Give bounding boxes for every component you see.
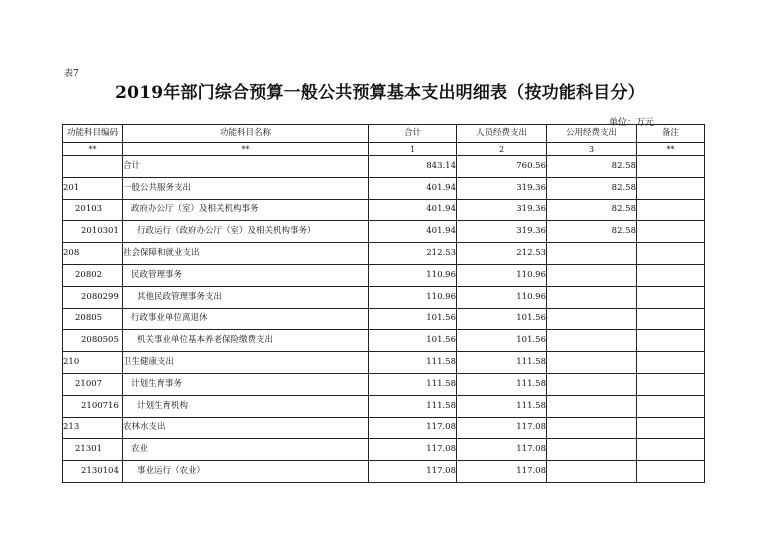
header-public: 公用经费支出 (547, 125, 637, 143)
table-row (63, 177, 705, 199)
cell-total: 843.14 (369, 156, 457, 178)
table-body (63, 143, 705, 483)
table-row (63, 461, 705, 483)
cell-personnel: 319.36 (457, 199, 547, 221)
cell-name: 社会保障和就业支出 (123, 243, 369, 265)
cell-personnel: 212.53 (457, 243, 547, 265)
cell-personnel: 117.08 (457, 439, 547, 461)
table-row (63, 330, 705, 352)
table-row (63, 439, 705, 461)
cell-note (637, 264, 705, 286)
mark-name: ** (123, 143, 369, 156)
page-title: 2019年部门综合预算一般公共预算基本支出明细表（按功能科目分） (115, 83, 645, 103)
cell-public: 82.58 (547, 177, 637, 199)
cell-total: 110.96 (369, 286, 457, 308)
header-code: 功能科目编码 (63, 125, 123, 143)
cell-public (547, 352, 637, 374)
cell-note (637, 156, 705, 178)
cell-public (547, 373, 637, 395)
table-row (63, 417, 705, 439)
cell-code: 20103 (63, 199, 123, 221)
mark-code: ** (63, 143, 123, 156)
cell-note (637, 461, 705, 483)
cell-name: 机关事业单位基本养老保险缴费支出 (123, 330, 369, 352)
table-number: 表7 (64, 69, 79, 79)
table-row (63, 352, 705, 374)
cell-code: 20805 (63, 308, 123, 330)
cell-name: 计划生育机构 (123, 395, 369, 417)
cell-public (547, 417, 637, 439)
cell-name: 事业运行（农业） (123, 461, 369, 483)
cell-note (637, 286, 705, 308)
header-note: 备注 (637, 125, 705, 143)
header-total: 合计 (369, 125, 457, 143)
cell-code (63, 156, 123, 178)
unit-label: 单位：万元 (608, 118, 654, 128)
cell-code: 20802 (63, 264, 123, 286)
cell-code: 2080505 (63, 330, 123, 352)
table-row (63, 264, 705, 286)
cell-total: 401.94 (369, 177, 457, 199)
mark-note: ** (637, 143, 705, 156)
mark-public: 3 (547, 143, 637, 156)
cell-name: 行政运行（政府办公厅（室）及相关机构事务） (123, 221, 369, 243)
cell-code: 2080299 (63, 286, 123, 308)
cell-personnel: 111.58 (457, 352, 547, 374)
expenditure-table (62, 124, 705, 483)
cell-personnel: 117.08 (457, 417, 547, 439)
cell-total: 212.53 (369, 243, 457, 265)
cell-total: 101.56 (369, 308, 457, 330)
cell-personnel: 111.58 (457, 373, 547, 395)
cell-code: 21301 (63, 439, 123, 461)
cell-note (637, 439, 705, 461)
cell-total: 110.96 (369, 264, 457, 286)
table-row (63, 308, 705, 330)
cell-name: 政府办公厅（室）及相关机构事务 (123, 199, 369, 221)
cell-public (547, 439, 637, 461)
cell-public: 82.58 (547, 156, 637, 178)
cell-public (547, 461, 637, 483)
header-name: 功能科目名称 (123, 125, 369, 143)
header-row (63, 125, 705, 143)
cell-name: 农业 (123, 439, 369, 461)
cell-total: 111.58 (369, 352, 457, 374)
cell-name: 其他民政管理事务支出 (123, 286, 369, 308)
cell-note (637, 417, 705, 439)
cell-name: 卫生健康支出 (123, 352, 369, 374)
cell-name: 民政管理事务 (123, 264, 369, 286)
cell-personnel: 101.56 (457, 330, 547, 352)
cell-name: 农林水支出 (123, 417, 369, 439)
cell-personnel: 319.36 (457, 221, 547, 243)
cell-public (547, 330, 637, 352)
cell-public: 82.58 (547, 199, 637, 221)
cell-note (637, 221, 705, 243)
table-row (63, 395, 705, 417)
cell-total: 101.56 (369, 330, 457, 352)
table-header (63, 125, 705, 143)
cell-note (637, 308, 705, 330)
cell-name: 行政事业单位离退休 (123, 308, 369, 330)
cell-note (637, 330, 705, 352)
cell-name: 计划生育事务 (123, 373, 369, 395)
cell-personnel: 101.56 (457, 308, 547, 330)
cell-personnel: 117.08 (457, 461, 547, 483)
cell-public (547, 264, 637, 286)
cell-public: 82.58 (547, 221, 637, 243)
table-row (63, 156, 705, 178)
cell-code: 2100716 (63, 395, 123, 417)
cell-total: 401.94 (369, 199, 457, 221)
cell-public (547, 395, 637, 417)
cell-personnel: 111.58 (457, 395, 547, 417)
cell-total: 117.08 (369, 461, 457, 483)
cell-total: 111.58 (369, 395, 457, 417)
cell-note (637, 373, 705, 395)
column-index-row (63, 143, 705, 156)
cell-total: 111.58 (369, 373, 457, 395)
table-row (63, 373, 705, 395)
table-row (63, 199, 705, 221)
cell-total: 117.08 (369, 439, 457, 461)
cell-note (637, 243, 705, 265)
cell-public (547, 286, 637, 308)
cell-total: 117.08 (369, 417, 457, 439)
cell-code: 201 (63, 177, 123, 199)
cell-personnel: 319.36 (457, 177, 547, 199)
cell-code: 210 (63, 352, 123, 374)
cell-code: 208 (63, 243, 123, 265)
cell-personnel: 760.56 (457, 156, 547, 178)
mark-total: 1 (369, 143, 457, 156)
mark-personnel: 2 (457, 143, 547, 156)
cell-name: 合计 (123, 156, 369, 178)
cell-total: 401.94 (369, 221, 457, 243)
cell-public (547, 308, 637, 330)
header-personnel: 人员经费支出 (457, 125, 547, 143)
cell-code: 2010301 (63, 221, 123, 243)
cell-note (637, 395, 705, 417)
cell-name: 一般公共服务支出 (123, 177, 369, 199)
cell-personnel: 110.96 (457, 264, 547, 286)
table-row (63, 286, 705, 308)
cell-code: 213 (63, 417, 123, 439)
cell-note (637, 352, 705, 374)
cell-personnel: 110.96 (457, 286, 547, 308)
cell-code: 2130104 (63, 461, 123, 483)
cell-note (637, 177, 705, 199)
cell-note (637, 199, 705, 221)
table-row (63, 243, 705, 265)
cell-code: 21007 (63, 373, 123, 395)
cell-public (547, 243, 637, 265)
table-row (63, 221, 705, 243)
